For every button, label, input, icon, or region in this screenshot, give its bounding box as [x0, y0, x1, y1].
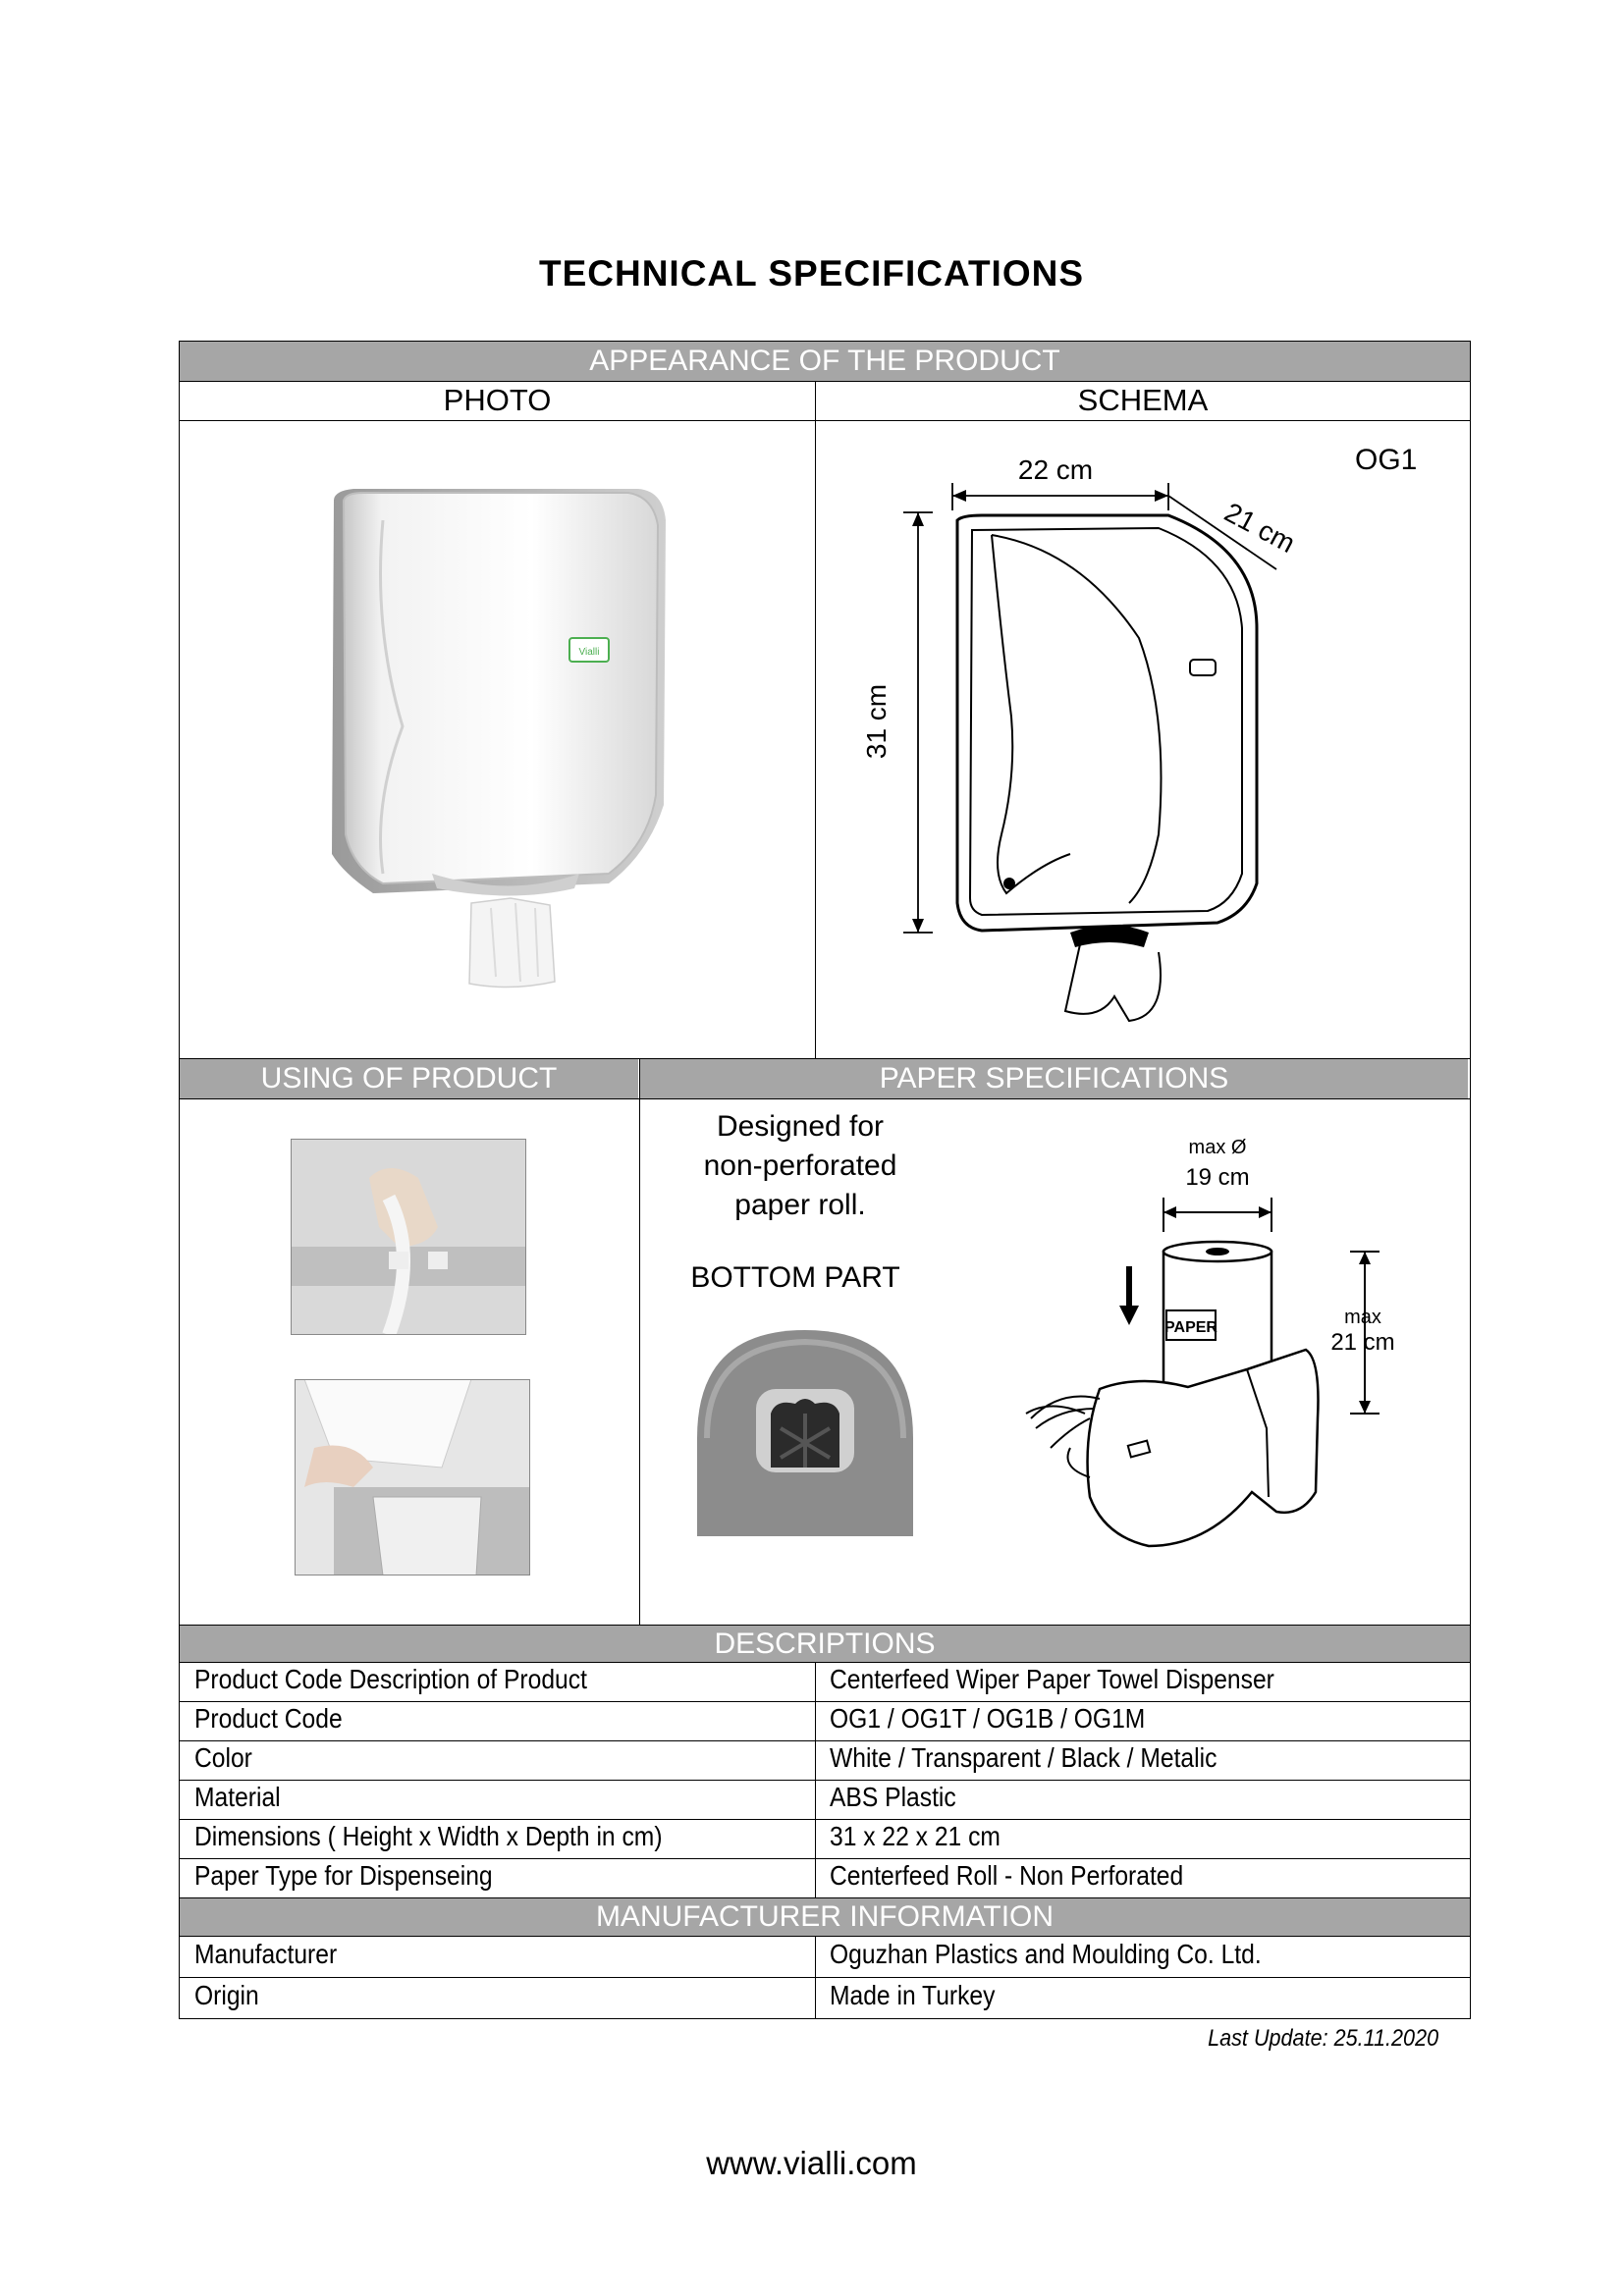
manufacturer-label: Manufacturer — [194, 1939, 338, 1969]
desc-value: White / Transparent / Black / Metalic — [830, 1742, 1217, 1773]
desc-value: 31 x 22 x 21 cm — [830, 1821, 1001, 1851]
max-diameter: 19 cm — [1185, 1164, 1250, 1191]
website-link[interactable]: www.vialli.com — [706, 2145, 917, 2181]
last-update: Last Update: 25.11.2020 — [1208, 2025, 1438, 2052]
origin-label: Origin — [194, 1980, 259, 2010]
max-height: 21 cm — [1330, 1329, 1395, 1356]
desc-label: Product Code — [194, 1703, 343, 1734]
desc-value: Centerfeed Wiper Paper Towel Dispenser — [830, 1664, 1274, 1694]
desc-value: ABS Plastic — [830, 1782, 956, 1812]
paper-roll-diagram — [1011, 1124, 1443, 1595]
desc-value: OG1 / OG1T / OG1B / OG1M — [830, 1703, 1146, 1734]
desc-label: Dimensions ( Height x Width x Depth in cm) — [194, 1821, 663, 1851]
desc-label: Material — [194, 1782, 281, 1812]
usage-photo-top — [291, 1139, 526, 1335]
manufacturer-value: Oguzhan Plastics and Moulding Co. Ltd. — [830, 1939, 1262, 1969]
desc-label: Color — [194, 1742, 252, 1773]
manufacturer-header: MANUFACTURER INFORMATION — [180, 1898, 1470, 1936]
usage-photo-bottom — [295, 1379, 530, 1575]
dim-depth: 21 cm — [1219, 496, 1301, 560]
desc-value: Centerfeed Roll - Non Perforated — [830, 1860, 1184, 1891]
descriptions-header: DESCRIPTIONS — [180, 1626, 1470, 1662]
origin-value: Made in Turkey — [830, 1980, 996, 2010]
model-code: OG1 — [1355, 444, 1418, 476]
paper-header: PAPER SPECIFICATIONS — [640, 1059, 1468, 1098]
schema-drawing — [844, 442, 1306, 1031]
desc-label: Product Code Description of Product — [194, 1664, 587, 1694]
photo-label: PHOTO — [443, 383, 552, 417]
dim-width: 22 cm — [1017, 454, 1094, 485]
paper-roll-label: PAPER — [1164, 1319, 1217, 1336]
bottom-part-label: BOTTOM PART — [690, 1261, 900, 1294]
schema-label: SCHEMA — [1077, 383, 1209, 417]
bottom-part-photo — [687, 1320, 923, 1546]
max-height-label: max — [1344, 1307, 1381, 1328]
appearance-header: APPEARANCE OF THE PRODUCT — [180, 342, 1470, 381]
max-diameter-label: max Ø — [1188, 1137, 1247, 1158]
page-title: TECHNICAL SPECIFICATIONS — [538, 253, 1085, 294]
desc-label: Paper Type for Dispenseing — [194, 1860, 493, 1891]
paper-note: Designed for non-perforated paper roll. — [703, 1110, 897, 1221]
logo-text: Vialli — [578, 647, 600, 658]
usage-header: USING OF PRODUCT — [180, 1059, 638, 1098]
dim-height: 31 cm — [861, 683, 892, 760]
product-photo — [314, 481, 677, 991]
